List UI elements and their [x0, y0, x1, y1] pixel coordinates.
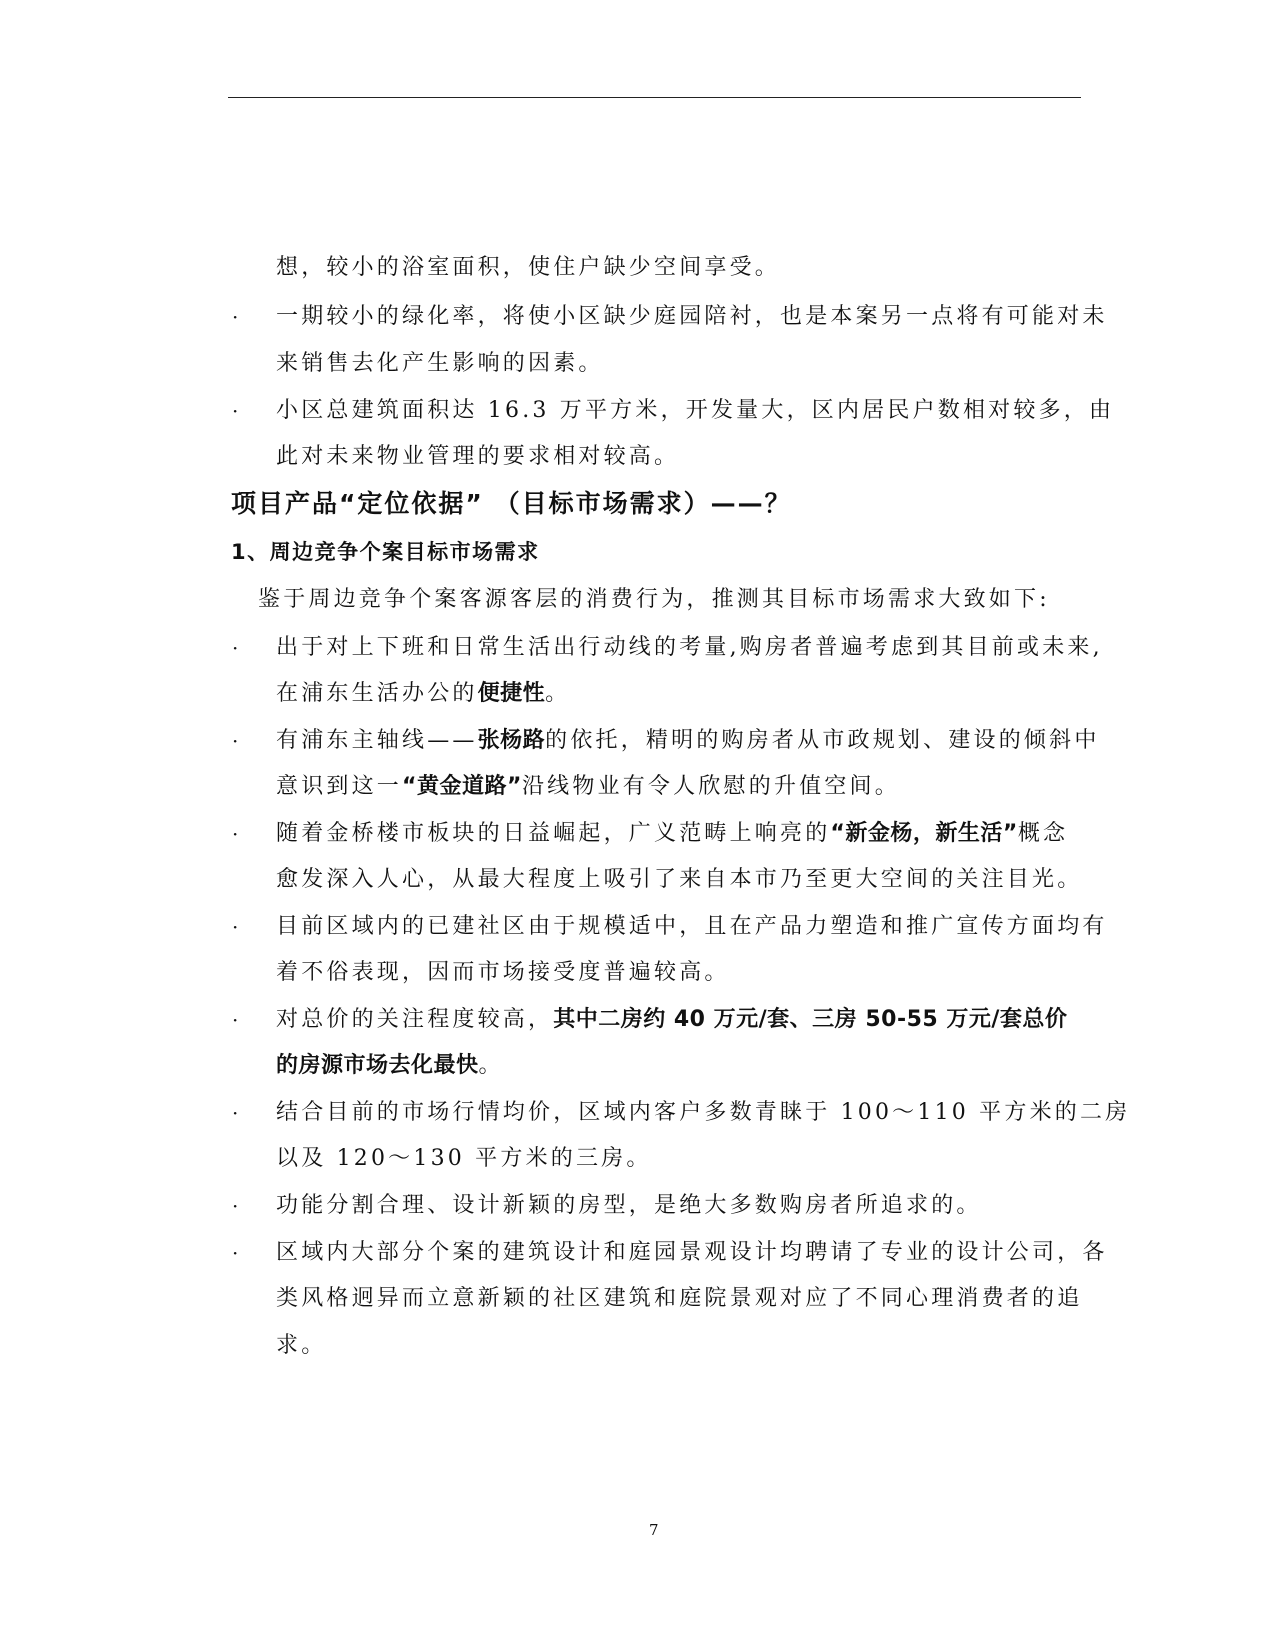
text-run: 随着金桥楼市板块的日益崛起，广义范畴上响亮的: [276, 821, 831, 846]
paragraph-line: 小区总建筑面积达 16.3 万平方米，开发量大，区内居民户数相对较多，由: [276, 398, 1115, 423]
paragraph-line: [276, 1005, 1067, 1035]
bullet-marker: ·: [232, 1241, 239, 1265]
paragraph-line: 求。: [276, 1333, 327, 1358]
page-number: 7: [649, 1521, 659, 1539]
bullet-marker: ·: [232, 915, 239, 939]
paragraph-line: 此对未来物业管理的要求相对较高。: [276, 444, 680, 469]
bullet-marker: ·: [232, 729, 239, 753]
paragraph-line: 出于对上下班和日常生活出行动线的考量,购房者普遍考虑到其目前或未来,: [276, 635, 1103, 660]
emphasis-text: 的房源市场去化最快: [276, 1053, 479, 1078]
text-run: 。: [545, 681, 571, 706]
bullet-marker: ·: [232, 305, 239, 329]
text-run: 概念: [1017, 821, 1069, 846]
paragraph-line: [276, 726, 1100, 756]
paragraph-line: 目前区域内的已建社区由于规模适中，且在产品力塑造和推广宣传方面均有: [276, 914, 1108, 939]
emphasis-text: “黄金道路”: [402, 774, 522, 799]
paragraph-line: [276, 679, 570, 709]
text-run: 意识到这一: [276, 774, 403, 799]
bullet-marker: ·: [232, 1008, 239, 1032]
section-heading: 项目产品“定位依据” （目标市场需求）——？: [231, 489, 792, 518]
paragraph-line: 以及 120～130 平方米的三房。: [276, 1146, 652, 1171]
paragraph-line: 愈发深入人心，从最大程度上吸引了来自本市乃至更大空间的关注目光。: [276, 867, 1083, 892]
emphasis-text: 张杨路: [477, 728, 546, 753]
text-run: 对总价的关注程度较高，: [276, 1007, 554, 1032]
paragraph-line: [276, 772, 900, 802]
bullet-marker: ·: [232, 399, 239, 423]
bullet-marker: ·: [232, 822, 239, 846]
text-run: 的依托，精明的购房者从市政规划、建设的倾斜中: [545, 728, 1100, 753]
paragraph-line: 区域内大部分个案的建筑设计和庭园景观设计均聘请了专业的设计公司，各: [276, 1240, 1108, 1265]
paragraph-line: 功能分割合理、设计新颖的房型，是绝大多数购房者所追求的。: [276, 1193, 982, 1218]
text-run: 有浦东主轴线——: [276, 728, 478, 753]
intro-line: 鉴于周边竞争个案客源客层的消费行为，推测其目标市场需求大致如下:: [258, 587, 1050, 612]
emphasis-text: 其中二房约 40 万元/套、三房 50-55 万元/套总价: [553, 1007, 1068, 1032]
paragraph-line: 一期较小的绿化率，将使小区缺少庭园陪衬，也是本案另一点将有可能对未: [276, 304, 1108, 329]
subsection-heading: 1、周边竞争个案目标市场需求: [231, 540, 540, 564]
paragraph-line: 着不俗表现，因而市场接受度普遍较高。: [276, 960, 730, 985]
paragraph-line: 结合目前的市场行情均价，区域内客户多数青睐于 100～110 平方米的二房: [276, 1100, 1131, 1125]
paragraph-line: [276, 1051, 504, 1081]
text-run: 沿线物业有令人欣慰的升值空间。: [521, 774, 900, 799]
paragraph-line: 来销售去化产生影响的因素。: [276, 351, 604, 376]
paragraph-line: 想，较小的浴室面积，使住户缺少空间享受。: [276, 255, 781, 280]
bullet-marker: ·: [232, 1194, 239, 1218]
paragraph-line: [276, 819, 1068, 849]
paragraph-line: 类风格迥异而立意新颖的社区建筑和庭院景观对应了不同心理消费者的追: [276, 1286, 1083, 1311]
text-run: 。: [478, 1053, 504, 1078]
text-run: 在浦东生活办公的: [276, 681, 478, 706]
emphasis-text: “新金杨，新生活”: [830, 821, 1018, 846]
bullet-marker: ·: [232, 636, 239, 660]
bullet-marker: ·: [232, 1101, 239, 1125]
header-rule: [228, 97, 1081, 98]
emphasis-text: 便捷性: [477, 681, 546, 706]
